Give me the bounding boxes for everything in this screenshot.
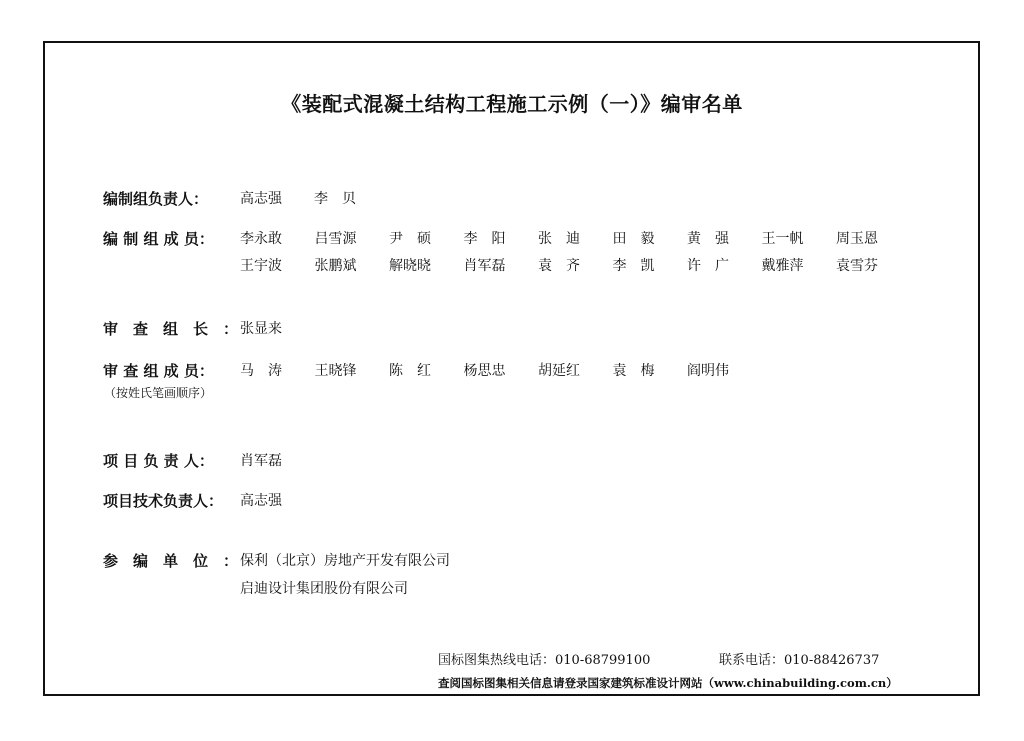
member-name: 马 涛 bbox=[240, 363, 282, 379]
member-name: 肖军磊 bbox=[463, 258, 506, 274]
member-name: 袁 梅 bbox=[612, 363, 655, 379]
member-name: 王晓锋 bbox=[314, 363, 357, 379]
tech-lead-name: 高志强 bbox=[240, 493, 282, 509]
contact-text: 联系电话：010-88426737 bbox=[719, 653, 880, 668]
member-name: 袁 齐 bbox=[538, 258, 580, 274]
tech-lead-label: 项目技术负责人： bbox=[103, 492, 224, 510]
review-members-note: （按姓氏笔画顺序） bbox=[104, 386, 213, 400]
member-name: 解晓晓 bbox=[389, 258, 431, 274]
member-name: 杨思忠 bbox=[463, 363, 506, 379]
member-name: 张鹏斌 bbox=[314, 258, 357, 274]
review-lead-name: 张显来 bbox=[240, 321, 282, 337]
member-name: 王宇波 bbox=[240, 258, 282, 274]
member-name: 吕雪源 bbox=[314, 231, 357, 247]
project-lead-label: 项 目 负 责 人： bbox=[103, 452, 214, 470]
member-name: 黄 强 bbox=[687, 231, 729, 247]
member-name: 尹 硕 bbox=[389, 231, 431, 247]
review-lead-label: 审 查 组 长 ： bbox=[103, 320, 239, 338]
member-name: 田 毅 bbox=[612, 231, 655, 247]
page-title: 《装配式混凝土结构工程施工示例（一）》编审名单 bbox=[281, 92, 743, 116]
member-name: 李 凯 bbox=[612, 258, 655, 274]
unit-name: 启迪设计集团股份有限公司 bbox=[240, 581, 408, 597]
member-name: 胡延红 bbox=[538, 363, 580, 379]
units-label: 参 编 单 位 ： bbox=[103, 552, 239, 570]
hotline-text: 国标图集热线电话：010-68799100 bbox=[438, 653, 651, 668]
member-name: 阎明伟 bbox=[687, 363, 729, 379]
member-name: 陈 红 bbox=[389, 363, 431, 379]
editor-lead-label: 编制组负责人： bbox=[103, 190, 209, 208]
member-name: 许 广 bbox=[687, 258, 729, 274]
editor-lead-name: 高志强 bbox=[240, 191, 282, 207]
member-name: 戴雅萍 bbox=[761, 258, 804, 274]
website-text: 查阅国标图集相关信息请登录国家建筑标准设计网站（www.chinabuilding.com.cn） bbox=[438, 676, 898, 690]
editor-members-label: 编 制 组 成 员： bbox=[103, 230, 214, 248]
member-name: 李永敢 bbox=[240, 231, 282, 247]
review-members-label: 审 查 组 成 员： bbox=[103, 362, 214, 380]
member-name: 李 阳 bbox=[463, 231, 506, 247]
member-name: 张 迪 bbox=[538, 231, 580, 247]
unit-name: 保利（北京）房地产开发有限公司 bbox=[240, 553, 450, 569]
editor-lead-name: 李 贝 bbox=[314, 191, 356, 207]
member-name: 周玉恩 bbox=[836, 231, 878, 247]
project-lead-name: 肖军磊 bbox=[240, 453, 282, 469]
member-name: 袁雪芬 bbox=[836, 258, 878, 274]
member-name: 王一帆 bbox=[761, 231, 804, 247]
